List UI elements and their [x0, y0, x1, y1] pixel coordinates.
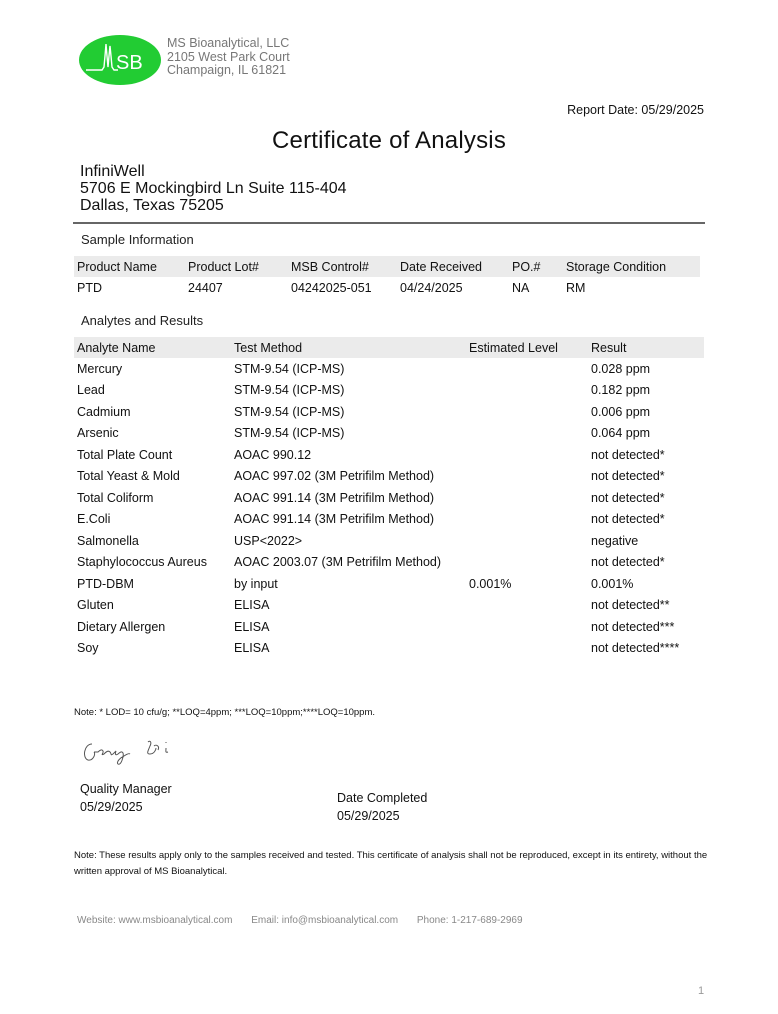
test-method: AOAC 991.14 (3M Petrifilm Method) [234, 512, 435, 527]
analyte-name: Soy [77, 641, 99, 656]
test-method: by input [234, 576, 278, 591]
result: not detected**** [591, 641, 680, 656]
footer-phone: Phone: 1-217-689-2969 [416, 915, 523, 926]
report-date: Report Date: 05/29/2025 [567, 103, 704, 117]
col-po-number: PO.# [509, 256, 563, 277]
analyte-name: Mercury [77, 361, 123, 376]
result: 0.006 ppm [591, 404, 651, 419]
estimated-level [466, 530, 588, 552]
estimated-level [466, 638, 588, 660]
col-result: Result [588, 337, 704, 358]
company-address-line1: 2105 West Park Court [167, 49, 290, 64]
sample-info-table [74, 256, 700, 299]
test-method: AOAC 991.14 (3M Petrifilm Method) [234, 490, 435, 505]
table-row [74, 423, 704, 445]
test-method: STM-9.54 (ICP-MS) [234, 426, 345, 441]
analyte-name: Gluten [77, 598, 114, 613]
results-label: Analytes and Results [81, 313, 204, 328]
signature-icon [80, 736, 185, 770]
footer-website: Website: www.msbioanalytical.com [77, 915, 233, 926]
result: not detected*** [591, 619, 675, 634]
lod-note: Note: * LOD= 10 cfu/g; **LOQ=4ppm; ***LOQ=10ppm;****LOQ=10ppm. [74, 707, 376, 718]
col-date-received: Date Received [397, 256, 509, 277]
estimated-level [466, 380, 588, 402]
test-method: AOAC 990.12 [234, 447, 312, 462]
client-address-line1: 5706 E Mockingbird Ln Suite 115-404 [80, 180, 347, 197]
sample-info-row [74, 277, 700, 299]
estimated-level [466, 487, 588, 509]
analyte-name: Total Coliform [77, 490, 154, 505]
company-address-line2: Champaign, IL 61821 [167, 63, 287, 77]
table-row [74, 595, 704, 617]
test-method: STM-9.54 (ICP-MS) [234, 361, 345, 376]
test-method: STM-9.54 (ICP-MS) [234, 383, 345, 398]
analyte-name: Lead [77, 383, 105, 398]
col-analyte-name: Analyte Name [74, 337, 231, 358]
msb-logo [78, 34, 162, 86]
test-method: ELISA [234, 641, 270, 656]
table-row [74, 380, 704, 402]
page-title: Certificate of Analysis [271, 127, 507, 154]
analyte-name: Salmonella [77, 533, 139, 548]
disclaimer-note: Note: These results apply only to the samples received and tested. This certificate of analysis shall not be reproduced, except in its entirety, without the written approval of MS Bioanalytical. [74, 850, 708, 877]
result: not detected* [591, 490, 665, 505]
result: 0.064 ppm [591, 426, 651, 441]
test-method: AOAC 997.02 (3M Petrifilm Method) [234, 469, 435, 484]
estimated-level [466, 358, 588, 380]
test-method: USP<2022> [234, 533, 303, 548]
footer [77, 915, 539, 926]
table-row [74, 487, 704, 509]
col-product-lot: Product Lot# [185, 256, 288, 277]
date-completed-value: 05/29/2025 [337, 809, 400, 823]
client-name: InfiniWell [80, 163, 145, 180]
results-header-row [74, 337, 704, 358]
table-row [74, 358, 704, 380]
table-row [74, 466, 704, 488]
footer-email: Email: info@msbioanalytical.com [251, 915, 399, 926]
results-table [74, 337, 704, 659]
table-row [74, 530, 704, 552]
analyte-name: Staphylococcus Aureus [77, 555, 207, 570]
estimated-level [466, 466, 588, 488]
test-method: AOAC 2003.07 (3M Petrifilm Method) [234, 555, 442, 570]
result: 0.182 ppm [591, 383, 651, 398]
estimated-level [466, 444, 588, 466]
col-estimated-level: Estimated Level [466, 337, 588, 358]
sample-info-label: Sample Information [81, 232, 194, 247]
test-method: STM-9.54 (ICP-MS) [234, 404, 345, 419]
signature [80, 736, 185, 770]
signer-date: 05/29/2025 [80, 800, 143, 814]
analyte-name: Dietary Allergen [77, 619, 166, 634]
analyte-name: E.Coli [77, 512, 111, 527]
page-number: 1 [698, 985, 705, 997]
result: 0.028 ppm [591, 361, 651, 376]
date-completed-block [337, 789, 427, 825]
msb-logo-icon [78, 34, 162, 86]
col-storage-condition: Storage Condition [563, 256, 700, 277]
table-row [74, 401, 704, 423]
analyte-name: Total Yeast & Mold [77, 469, 180, 484]
client-address [80, 163, 347, 214]
storage-condition: RM [566, 280, 586, 295]
product-name: PTD [77, 280, 102, 295]
analyte-name: Arsenic [77, 426, 119, 441]
analyte-name: Cadmium [77, 404, 131, 419]
date-received: 04/24/2025 [400, 280, 463, 295]
result: not detected* [591, 469, 665, 484]
estimated-level [466, 509, 588, 531]
sample-info-header-row [74, 256, 700, 277]
table-row [74, 616, 704, 638]
estimated-level [466, 401, 588, 423]
col-test-method: Test Method [231, 337, 466, 358]
company-address [167, 37, 290, 78]
result: negative [591, 533, 639, 548]
test-method: ELISA [234, 619, 270, 634]
signer-role: Quality Manager [80, 782, 172, 796]
date-completed-label: Date Completed [337, 791, 428, 805]
estimated-level: 0.001% [469, 576, 512, 591]
estimated-level [466, 423, 588, 445]
table-row [74, 573, 704, 595]
col-product-name: Product Name [74, 256, 185, 277]
estimated-level [466, 616, 588, 638]
analyte-name: PTD-DBM [77, 576, 134, 591]
table-row [74, 552, 704, 574]
test-method: ELISA [234, 598, 270, 613]
result: not detected* [591, 447, 665, 462]
estimated-level [466, 552, 588, 574]
analyte-name: Total Plate Count [77, 447, 173, 462]
client-address-line2: Dallas, Texas 75205 [80, 197, 224, 214]
header-divider [73, 222, 705, 224]
result: not detected** [591, 598, 670, 613]
company-name: MS Bioanalytical, LLC [167, 36, 290, 50]
result: not detected* [591, 555, 665, 570]
result: 0.001% [591, 576, 634, 591]
result: not detected* [591, 512, 665, 527]
msb-control: 04242025-051 [291, 280, 372, 295]
table-row [74, 509, 704, 531]
table-row [74, 638, 704, 660]
svg-text:SB: SB [116, 52, 143, 74]
table-row [74, 444, 704, 466]
product-lot: 24407 [188, 280, 223, 295]
quality-manager-block [80, 780, 172, 816]
estimated-level [466, 595, 588, 617]
po-number: NA [512, 280, 530, 295]
col-msb-control: MSB Control# [288, 256, 397, 277]
